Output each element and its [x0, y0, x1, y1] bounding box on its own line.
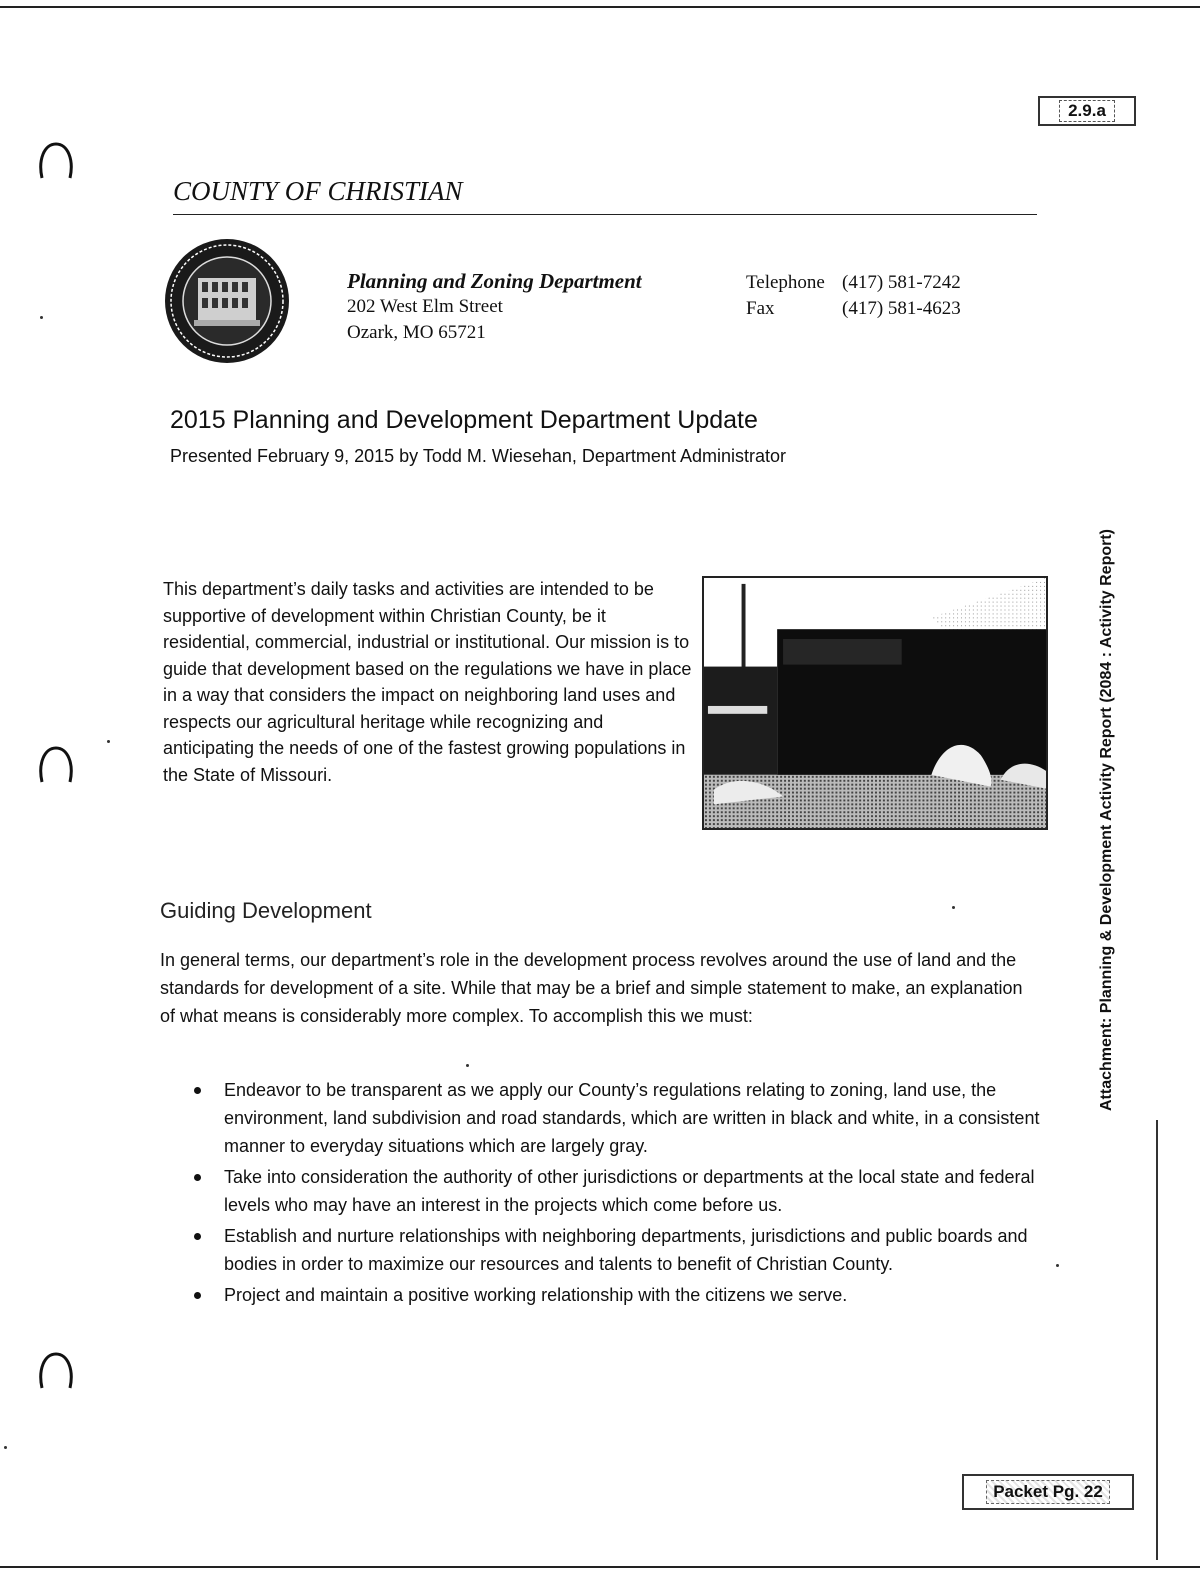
bottom-border — [0, 1566, 1200, 1568]
top-border — [0, 6, 1200, 8]
county-name: COUNTY OF CHRISTIAN — [173, 176, 463, 206]
intro-paragraph: This department’s daily tasks and activities are intended to be supportive of development within Christian County, be it residential, commercial, industrial or institutional. Our mission is to guide that development based on the regulations we have in place in a way that considers the impact on neighboring land uses and respects our agricultural heritage while recognizing and anticipating the needs of one of the fastest growing populations in the State of Missouri. — [163, 579, 692, 785]
building-photo — [702, 576, 1048, 830]
punch-hole-icon — [38, 140, 74, 182]
bullet-icon — [194, 1233, 201, 1240]
bullet-icon — [194, 1174, 201, 1181]
document-title: 2015 Planning and Development Department Update — [170, 406, 758, 434]
street-address: 202 West Elm Street — [347, 296, 503, 317]
fax-label: Fax — [746, 298, 775, 319]
scan-speck — [4, 1446, 7, 1449]
scan-speck — [1056, 1264, 1059, 1267]
scan-speck — [466, 1064, 469, 1067]
fax-number: (417) 581-4623 — [842, 298, 961, 319]
letterhead-rule — [173, 214, 1037, 215]
county-seal-icon — [162, 236, 292, 366]
department-name: Planning and Zoning Department — [347, 269, 642, 293]
list-item-text: Endeavor to be transparent as we apply our County’s regulations relating to zoning, land use, the environment, land subdivision and road standards, which are written in black and white, in a consistent manner to everyday situations which are largely gray. — [224, 1080, 1040, 1156]
bullet-list — [188, 1076, 1048, 1312]
body-paragraph: In general terms, our department’s role in the development process revolves around the use of land and the standards for development of a site. While that may be a brief and simple statement to make, an explanation of what means is considerably more complex. To accomplish this we must: — [160, 950, 1023, 1026]
agenda-item-tag-label: 2.9.a — [1059, 100, 1115, 122]
city-state-zip: Ozark, MO 65721 — [347, 322, 486, 343]
telephone-number: (417) 581-7242 — [842, 272, 961, 293]
section-heading: Guiding Development — [160, 898, 372, 923]
punch-hole-icon — [38, 744, 74, 786]
list-item — [188, 1163, 1048, 1219]
scan-speck — [40, 316, 43, 319]
right-margin-line — [1156, 1120, 1158, 1560]
list-item-text: Establish and nurture relationships with neighboring departments, jurisdictions and public boards and bodies in order to maximize our resources and talents to benefit of Christian County. — [224, 1226, 1028, 1274]
scan-speck — [107, 740, 110, 743]
document-subtitle: Presented February 9, 2015 by Todd M. Wiesehan, Department Administrator — [170, 446, 786, 466]
punch-hole-icon — [38, 1350, 74, 1392]
list-item — [188, 1076, 1048, 1160]
list-item — [188, 1222, 1048, 1278]
list-item — [188, 1281, 1048, 1309]
contact-info — [746, 270, 961, 322]
department-address — [347, 268, 642, 346]
list-item-text: Project and maintain a positive working relationship with the citizens we serve. — [224, 1285, 848, 1305]
bullet-icon — [194, 1292, 201, 1299]
attachment-label: Attachment: Planning & Development Activity Report (2084 : Activity Report) — [1098, 528, 1115, 1112]
list-item-text: Take into consideration the authority of other jurisdictions or departments at the local state and federal levels who may have an interest in the projects which come before us. — [224, 1167, 1035, 1215]
bullet-icon — [194, 1087, 201, 1094]
scan-speck — [952, 906, 955, 909]
packet-page-label: Packet Pg. 22 — [986, 1480, 1110, 1504]
agenda-item-tag — [1038, 96, 1136, 126]
packet-page-stamp — [962, 1474, 1134, 1510]
telephone-label: Telephone — [746, 272, 825, 293]
